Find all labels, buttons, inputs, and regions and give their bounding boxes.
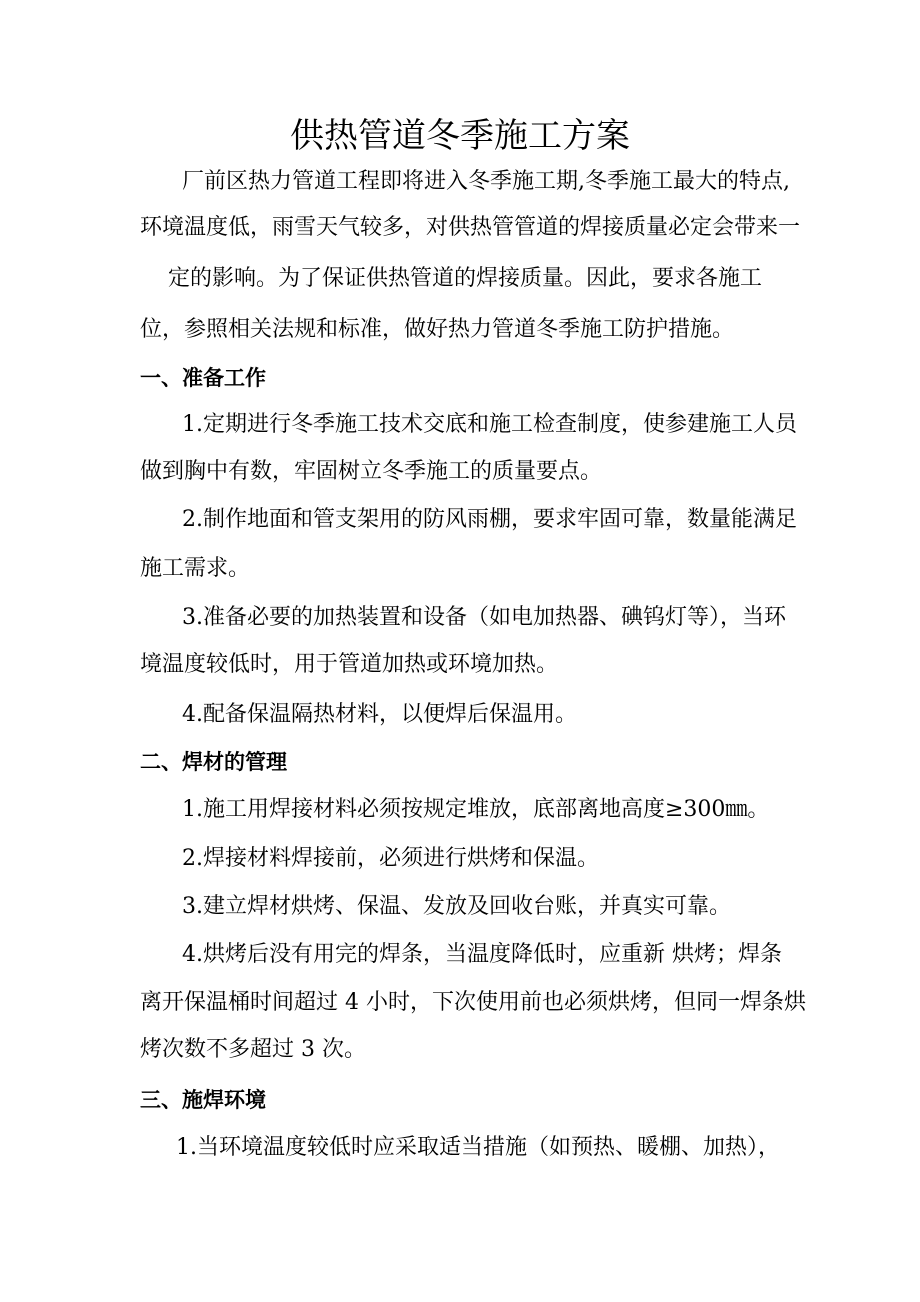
section-2-line-1: 1.施工用焊接材料必须按规定堆放，底部离地高度≥300㎜。 (182, 797, 770, 822)
section-2-line-5: 离开保温桶时间超过 4 小时，下次使用前也必须烘烤，但同一焊条烘 (140, 990, 806, 1015)
section-2-line-4: 4.烘烤后没有用完的焊条，当温度降低时，应重新 烘烤；焊条 (182, 942, 782, 967)
intro-line-4: 位，参照相关法规和标准，做好热力管道冬季施工防护措施。 (140, 317, 735, 342)
intro-line-2: 环境温度低，雨雪天气较多，对供热管管道的焊接质量必定会带来一 (140, 215, 801, 240)
intro-line-1: 厂前区热力管道工程即将进入冬季施工期,冬季施工最大的特点, (182, 169, 790, 194)
section-1-line-7: 4.配备保温隔热材料，以便焊后保温用。 (182, 702, 577, 727)
section-2-line-6: 烤次数不多超过 3 次。 (140, 1037, 366, 1062)
section-1-line-2: 做到胸中有数，牢固树立冬季施工的质量要点。 (140, 459, 603, 484)
section-heading-1: 一、准备工作 (140, 366, 266, 390)
section-1-line-4: 施工需求。 (140, 556, 251, 581)
section-1-line-6: 境温度较低时，用于管道加热或环境加热。 (140, 652, 559, 677)
section-3-line-1: 1.当环境温度较低时应采取适当措施（如预热、暖棚、加热）， (176, 1135, 780, 1160)
section-heading-3: 三、施焊环境 (140, 1088, 266, 1112)
section-1-line-5: 3.准备必要的加热装置和设备（如电加热器、碘钨灯等），当环 (182, 605, 786, 630)
document-title: 供热管道冬季施工方案 (290, 116, 630, 156)
section-2-line-3: 3.建立焊材烘烤、保温、发放及回收台账，并真实可靠。 (182, 894, 731, 919)
section-heading-2: 二、焊材的管理 (140, 750, 287, 774)
section-1-line-1: 1.定期进行冬季施工技术交底和施工检查制度，使参建施工人员 (182, 412, 797, 437)
section-1-line-3: 2.制作地面和管支架用的防风雨棚，要求牢固可靠，数量能满足 (182, 507, 797, 532)
section-2-line-2: 2.焊接材料焊接前，必须进行烘烤和保温。 (182, 846, 599, 871)
intro-line-3: 定的影响。为了保证供热管道的焊接质量。因此，要求各施工 (168, 266, 763, 291)
